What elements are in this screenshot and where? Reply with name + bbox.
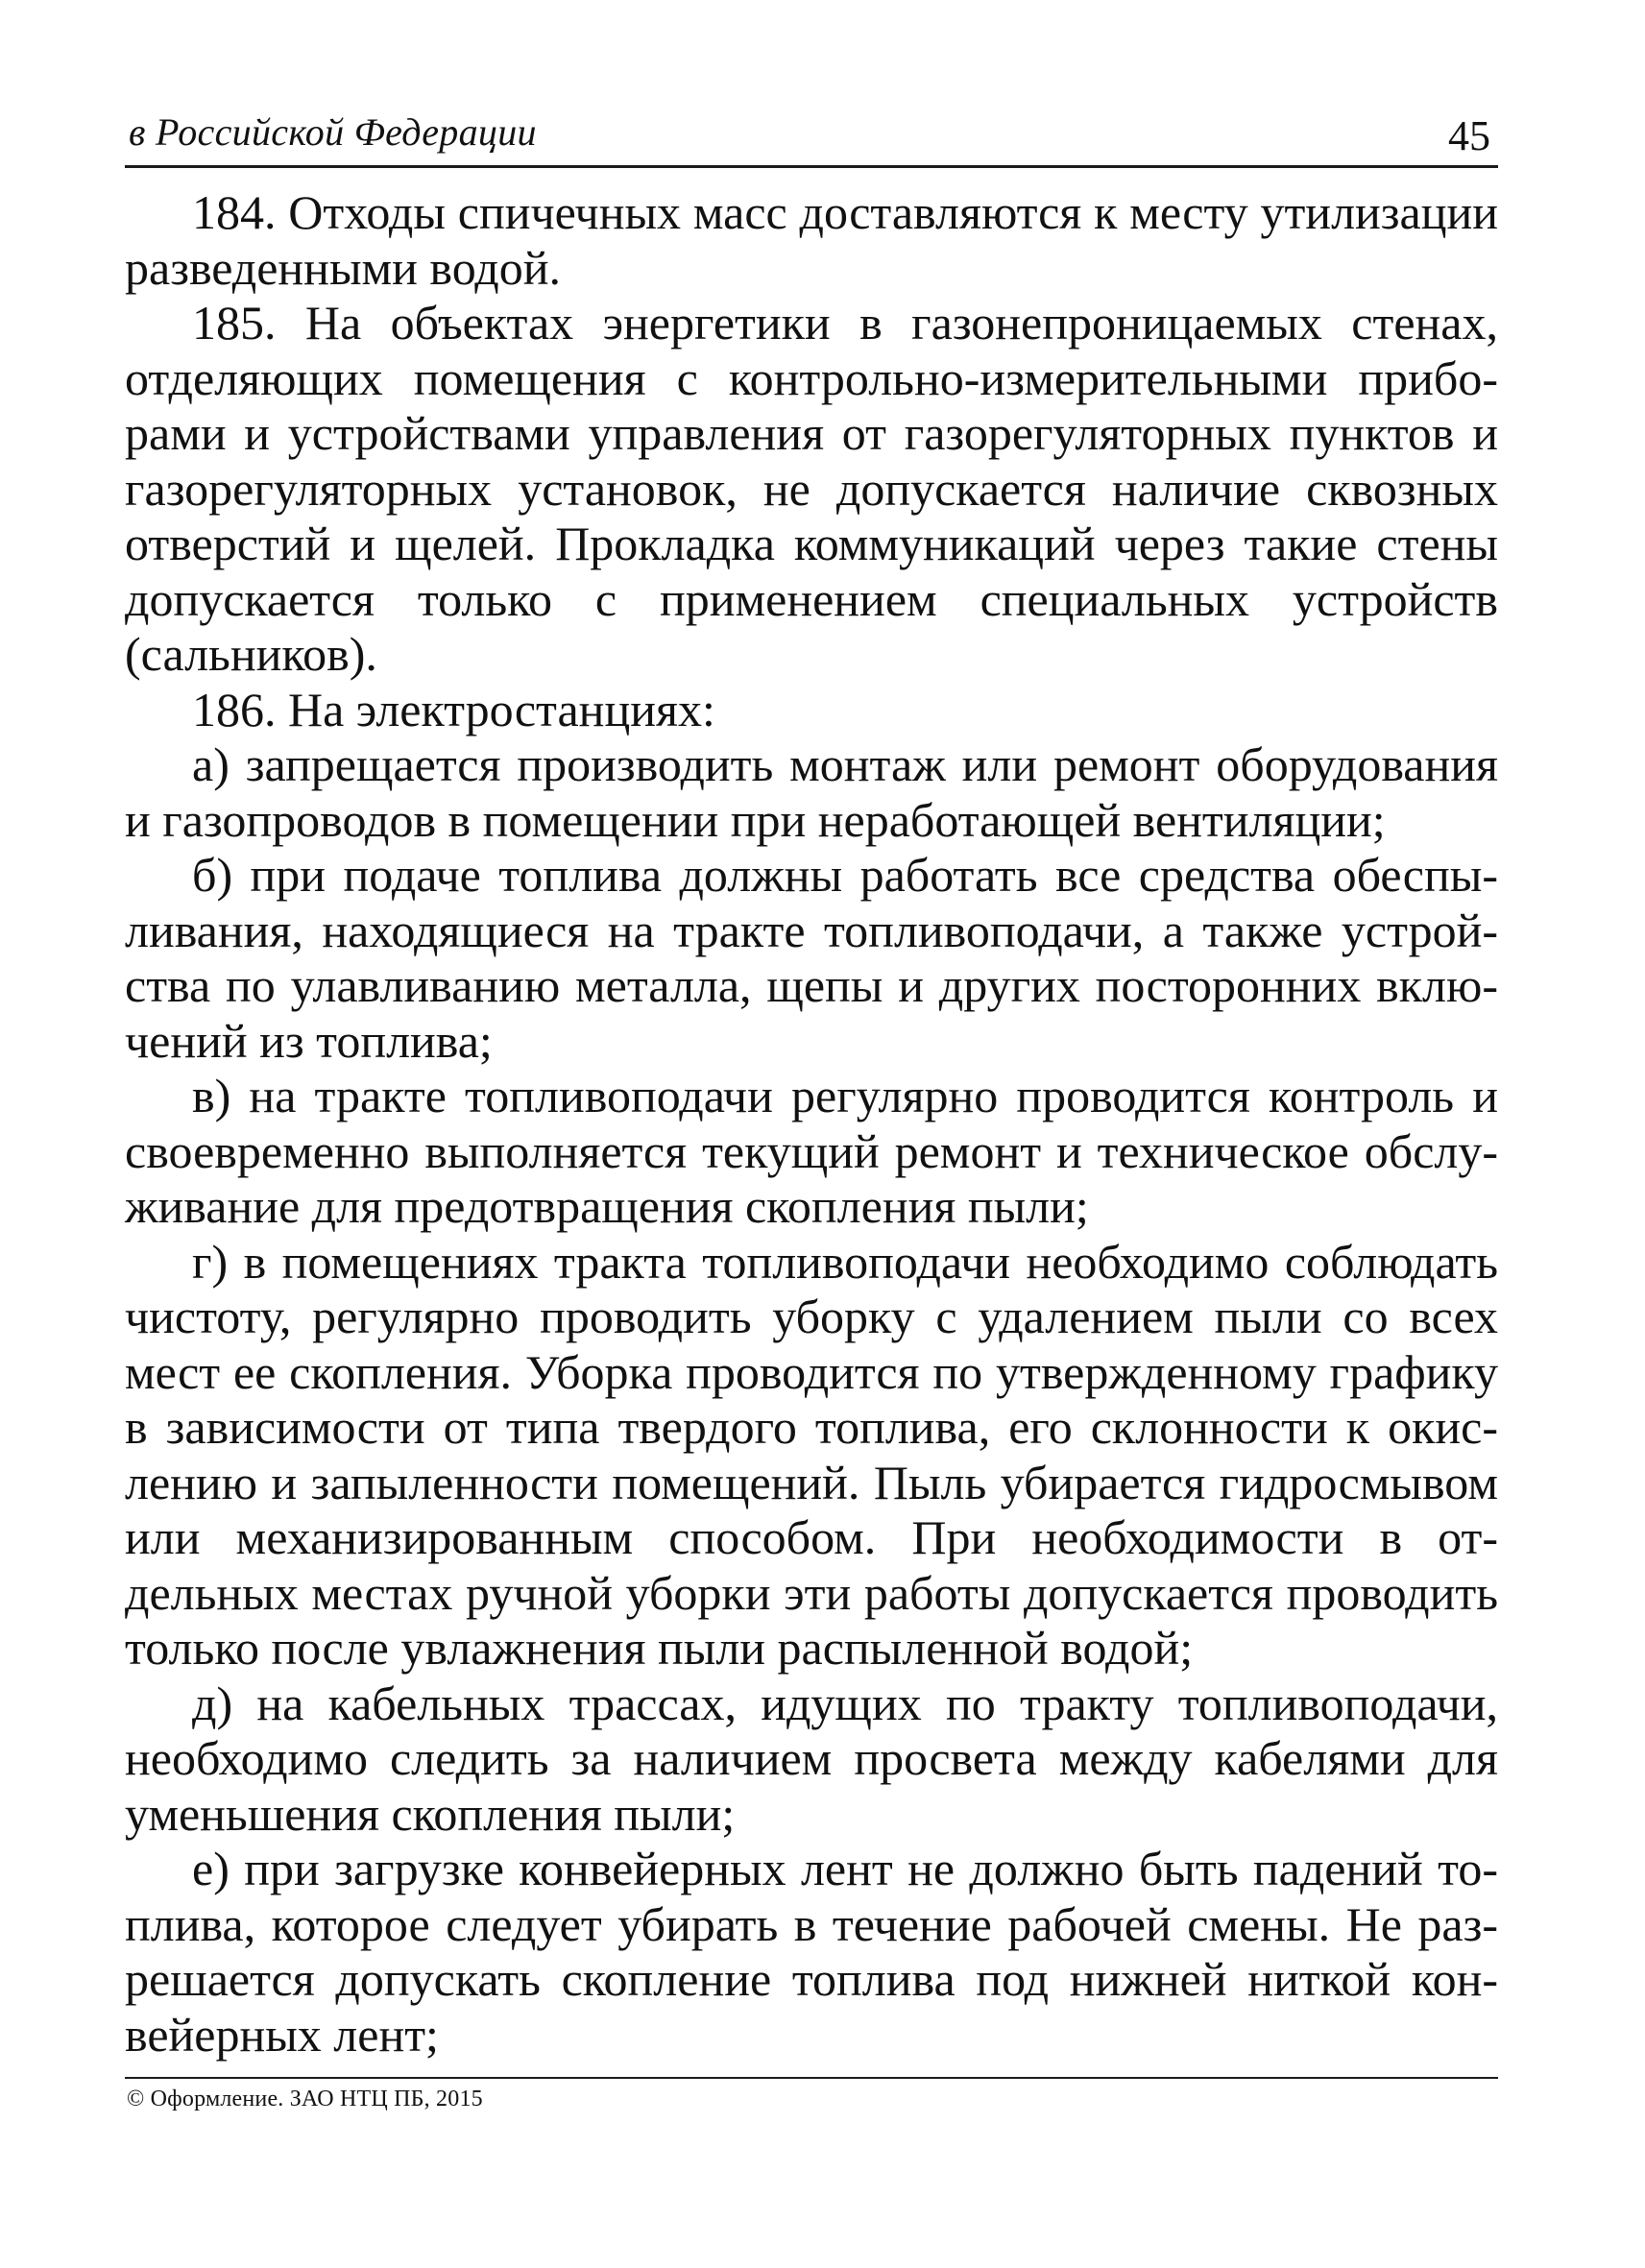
document-page (125, 106, 1498, 2180)
page-number: 45 (1448, 112, 1490, 159)
running-title: в Российской Федерации (129, 110, 537, 154)
page-header (125, 106, 1498, 168)
paragraph-184: 184. Отходы спичечных масс доставляются к месту утилизации разведенными водой. (125, 185, 1498, 295)
list-item-v: в) на тракте топливоподачи регулярно проводится контроль и своевременно выполняется текущий ремонт и техническое обслуживание для предотвращения скопления пыли; (125, 1069, 1498, 1233)
list-item-e: е) при загрузке конвейерных лент не должно быть падений топлива, которое следует убирать в течение рабочей смены. Не разрешается допускать скопление топлива под нижней ниткой конвейерных лент; (125, 1842, 1498, 2062)
paragraph-185: 185. На объектах энергетики в газонепроницаемых стенах, отделяющих помещения с контрольно-измерительными приборами и устройствами управления от газорегуляторных пунктов и газорегуляторных установок, не допускается наличие сквозных отверстий и щелей. Прокладка коммуникаций через такие стены допускается только с применением специальных устройств (сальников). (125, 296, 1498, 681)
list-item-b: б) при подаче топлива должны работать все средства обеспыливания, находящиеся на тракте топливоподачи, а также устройства по улавливанию металла, щепы и других посторонних включений из топлива; (125, 848, 1498, 1068)
paragraph-186: 186. На электростанциях: (192, 682, 715, 736)
list-item-d: д) на кабельных трассах, идущих по тракту топливоподачи, необходимо следить за наличием просвета между кабелями для уменьшения скопления пыли; (125, 1676, 1498, 1841)
footer-divider (125, 2077, 1498, 2079)
list-item-a: а) запрещается производить монтаж или ремонт оборудования и газопроводов в помещении при неработающей вентиляции; (125, 737, 1498, 847)
footer-copyright: © Оформление. ЗАО НТЦ ПБ, 2015 (127, 2087, 483, 2111)
page-content (125, 185, 1498, 2063)
list-item-g: г) в помещениях тракта топливоподачи необходимо соблюдать чистоту, регулярно проводить уборку с удалением пыли со всех мест ее скопления. Уборка проводится по утвержденному графику в зависимости от типа твердого топлива, его склонности к окислению и запыленности помещений. Пыль убирается гидросмывом или механизированным способом. При необходимости в отдельных местах ручной уборки эти работы допускается проводить только после увлажнения пыли распыленной водой; (125, 1234, 1498, 1675)
